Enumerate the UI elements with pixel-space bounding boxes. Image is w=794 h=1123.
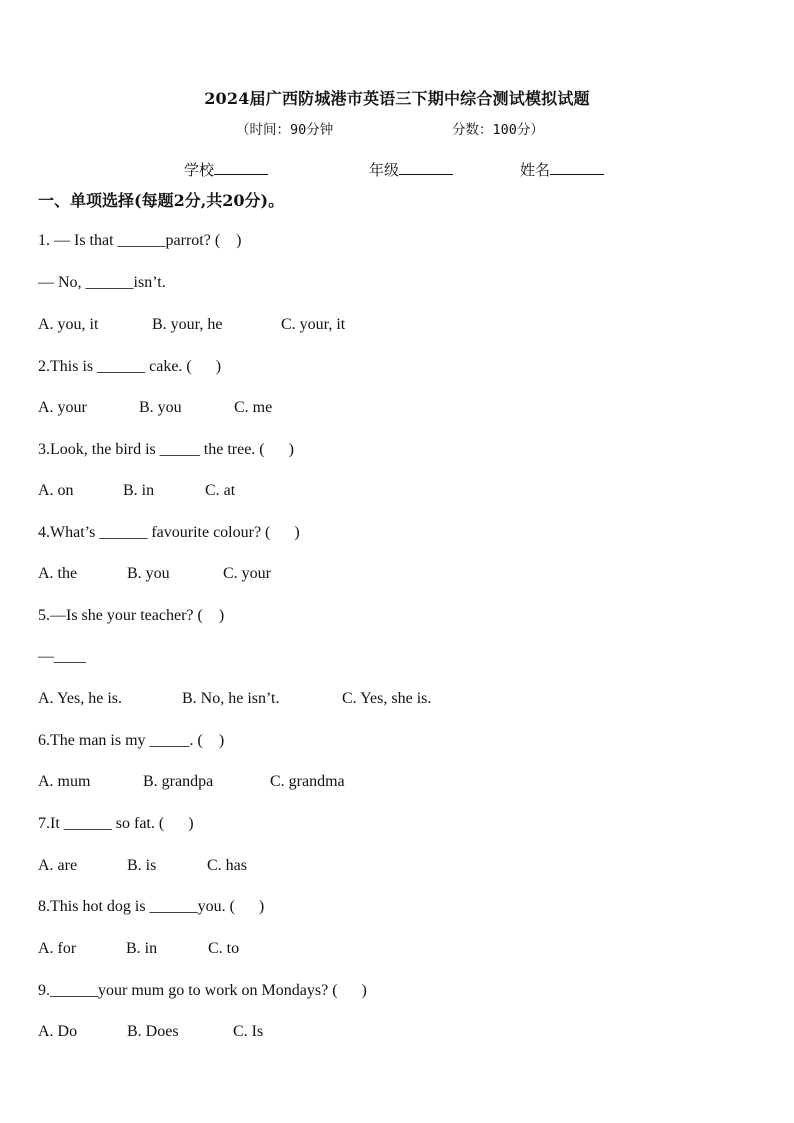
- option-b: B. you: [127, 565, 170, 582]
- option-b: B. in: [126, 940, 158, 957]
- option-c: C. has: [207, 857, 247, 874]
- option-b: B. is: [127, 857, 157, 874]
- option-b: B. No, he isn’t.: [182, 690, 280, 707]
- question-stem: 2.This is ______ cake. ( ): [38, 358, 222, 375]
- option-b: B. in: [123, 482, 155, 499]
- option-a: A. the: [38, 565, 78, 582]
- name-label: 姓名: [520, 161, 551, 179]
- question-stem: 5.—Is she your teacher? ( ): [38, 607, 225, 624]
- option-a: A. on: [38, 482, 74, 499]
- option-a: A. you, it: [38, 316, 99, 333]
- question-stem: 1. — Is that ______parrot? ( ): [38, 232, 242, 249]
- question-stem: 3.Look, the bird is _____ the tree. ( ): [38, 441, 294, 458]
- question-reply: — No, ______isn’t.: [38, 274, 166, 291]
- exam-time: （时间：90分钟: [236, 122, 334, 138]
- grade-field: [369, 159, 453, 180]
- option-b: B. you: [139, 399, 182, 416]
- option-b: B. Does: [127, 1023, 179, 1040]
- option-a: A. for: [38, 940, 77, 957]
- option-c: C. grandma: [270, 773, 345, 790]
- option-c: C. Is: [233, 1023, 264, 1040]
- option-a: A. Yes, he is.: [38, 690, 123, 707]
- school-label: 学校: [184, 161, 215, 179]
- name-field: [520, 159, 604, 180]
- question-stem: 4.What’s ______ favourite colour? ( ): [38, 524, 300, 541]
- option-b: B. grandpa: [143, 773, 214, 790]
- section-title: 一、单项选择(每题2分,共20分)。: [38, 191, 285, 210]
- option-c: C. to: [208, 940, 240, 957]
- name-blank: [550, 160, 604, 175]
- option-c: C. me: [234, 399, 273, 416]
- option-c: C. Yes, she is.: [342, 690, 432, 707]
- exam-title: 2024届广西防城港市英语三下期中综合测试模拟试题: [204, 89, 590, 108]
- option-a: A. mum: [38, 773, 91, 790]
- question-stem: 7.It ______ so fat. ( ): [38, 815, 194, 832]
- question-stem: 8.This hot dog is ______you. ( ): [38, 898, 265, 915]
- grade-label: 年级: [369, 161, 400, 179]
- option-b: B. your, he: [152, 316, 223, 333]
- question-reply: —____: [38, 648, 86, 665]
- question-stem: 9.______your mum go to work on Mondays? ( ): [38, 982, 367, 999]
- option-c: C. your: [223, 565, 271, 582]
- option-c: C. your, it: [281, 316, 346, 333]
- exam-score: 分数：100分）: [452, 122, 544, 138]
- school-field: [184, 159, 268, 180]
- option-a: A. your: [38, 399, 87, 416]
- school-blank: [214, 160, 268, 175]
- option-c: C. at: [205, 482, 236, 499]
- option-a: A. are: [38, 857, 78, 874]
- grade-blank: [399, 160, 453, 175]
- question-stem: 6.The man is my _____. ( ): [38, 732, 225, 749]
- option-a: A. Do: [38, 1023, 78, 1040]
